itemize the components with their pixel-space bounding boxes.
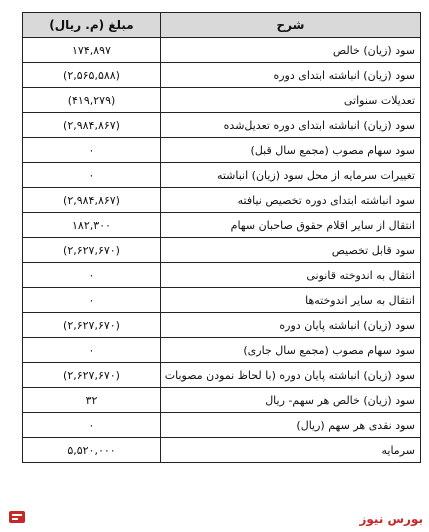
header-description: شرح	[161, 13, 421, 38]
row-description: سود (زیان) انباشته ابتدای دوره	[161, 63, 421, 88]
row-amount: ۵,۵۲۰,۰۰۰	[23, 438, 161, 463]
bourse-news-watermark: بورس نیوز	[359, 512, 423, 526]
row-description: سود انباشته ابتدای دوره تخصیص نیافته	[161, 188, 421, 213]
row-amount: (۲,۹۸۴,۸۶۷)	[23, 113, 161, 138]
table-row	[23, 288, 421, 313]
row-description: سود (زیان) انباشته ابتدای دوره تعدیل‌شده	[161, 113, 421, 138]
row-amount: ۰	[23, 138, 161, 163]
row-description: سود (زیان) خالص هر سهم- ریال	[161, 388, 421, 413]
row-description: انتقال به اندوخته قانونی	[161, 263, 421, 288]
financial-statement	[22, 12, 420, 463]
row-description: سود نقدی هر سهم (ریال)	[161, 413, 421, 438]
row-amount: (۲,۹۸۴,۸۶۷)	[23, 188, 161, 213]
table-row	[23, 388, 421, 413]
table-row	[23, 313, 421, 338]
table-row	[23, 138, 421, 163]
table-row	[23, 338, 421, 363]
row-amount: ۰	[23, 413, 161, 438]
row-description: سود سهام مصوب (مجمع سال قبل)	[161, 138, 421, 163]
table-row	[23, 63, 421, 88]
row-amount: ۰	[23, 288, 161, 313]
table-row	[23, 213, 421, 238]
row-amount: (۲,۶۲۷,۶۷۰)	[23, 313, 161, 338]
table-row	[23, 88, 421, 113]
row-amount: ۰	[23, 338, 161, 363]
row-description: تعدیلات سنواتی	[161, 88, 421, 113]
row-description: سود (زیان) انباشته پایان دوره (با لحاظ نمودن مصوبات	[161, 363, 421, 388]
row-description: سرمایه	[161, 438, 421, 463]
table-header-row	[23, 13, 421, 38]
table-row	[23, 363, 421, 388]
row-description: انتقال به سایر اندوخته‌ها	[161, 288, 421, 313]
row-amount: ۱۷۴,۸۹۷	[23, 38, 161, 63]
row-amount: ۰	[23, 263, 161, 288]
table-row	[23, 263, 421, 288]
row-amount: ۱۸۲,۳۰۰	[23, 213, 161, 238]
row-amount: (۲,۶۲۷,۶۷۰)	[23, 238, 161, 263]
row-amount: (۲,۵۶۵,۵۸۸)	[23, 63, 161, 88]
header-amount: مبلغ (م. ریال)	[23, 13, 161, 38]
row-description: انتقال از سایر اقلام حقوق صاحبان سهام	[161, 213, 421, 238]
row-description: تغییرات سرمایه از محل سود (زیان) انباشته	[161, 163, 421, 188]
table-row	[23, 163, 421, 188]
row-description: سود (زیان) انباشته پایان دوره	[161, 313, 421, 338]
table-row	[23, 438, 421, 463]
row-amount: ۰	[23, 163, 161, 188]
row-description: سود (زیان) خالص	[161, 38, 421, 63]
row-amount: ۳۲	[23, 388, 161, 413]
table-row	[23, 413, 421, 438]
row-amount: (۴۱۹,۲۷۹)	[23, 88, 161, 113]
row-description: سود قابل تخصیص	[161, 238, 421, 263]
table-row	[23, 38, 421, 63]
row-amount: (۲,۶۲۷,۶۷۰)	[23, 363, 161, 388]
row-description: سود سهام مصوب (مجمع سال جاری)	[161, 338, 421, 363]
retained-earnings-table	[22, 12, 421, 463]
table-row	[23, 188, 421, 213]
table-row	[23, 113, 421, 138]
news-logo-icon	[8, 508, 26, 526]
table-body	[23, 38, 421, 463]
table-row	[23, 238, 421, 263]
